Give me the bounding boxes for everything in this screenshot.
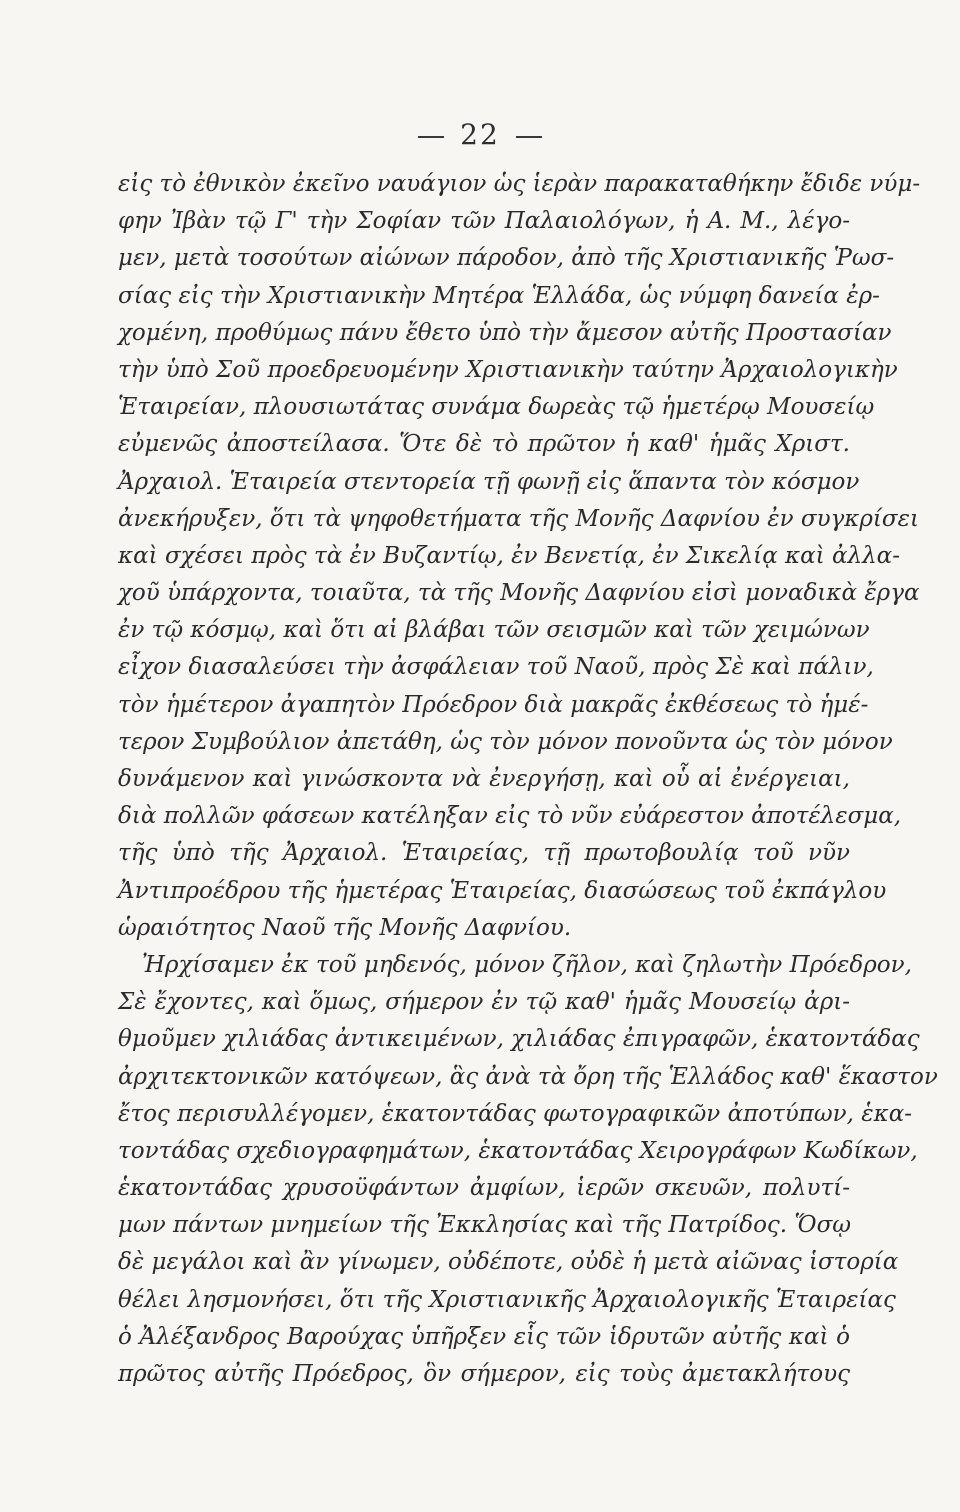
text-line: διὰ πολλῶν φάσεων κατέληξαν εἰς τὸ νῦν εὐάρεστον ἀποτέλεσμα, — [118, 803, 902, 830]
page-number-value: 22 — [460, 118, 500, 151]
text-line: Ἀρχαιολ. Ἑταιρεία στεντορεία τῇ φωνῇ εἰς ἅπαντα τὸν κόσμον — [118, 468, 860, 495]
text-line: εὐμενῶς ἀποστείλασα. Ὅτε δὲ τὸ πρῶτον ἡ καθ' ἡμᾶς Χριστ. — [118, 431, 850, 458]
page-number — [0, 118, 960, 151]
text-line: Σὲ ἔχοντες, καὶ ὅμως, σήμερον ἐν τῷ καθ' ἡμᾶς Μουσείῳ ἀρι- — [118, 989, 850, 1016]
text-line: μεν, μετὰ τοσούτων αἰώνων πάροδον, ἀπὸ τῆς Χριστιανικῆς Ῥωσ- — [118, 245, 895, 272]
dash-left — [418, 136, 444, 138]
text-line: μων πάντων μνημείων τῆς Ἐκκλησίας καὶ τῆς Πατρίδος. Ὅσῳ — [118, 1212, 852, 1239]
text-line: σίας εἰς τὴν Χριστιανικὴν Μητέρα Ἑλλάδα, ὡς νύμφη δανεία ἐρ- — [118, 282, 880, 309]
text-line: ἀνεκήρυξεν, ὅτι τὰ ψηφοθετήματα τῆς Μονῆς Δαφνίου ἐν συγκρίσει — [118, 505, 919, 532]
text-line: χοῦ ὑπάρχοντα, τοιαῦτα, τὰ τῆς Μονῆς Δαφνίου εἰσὶ μοναδικὰ ἔργα — [118, 580, 920, 607]
text-line: τερον Συμβούλιον ἀπετάθη, ὡς τὸν μόνον πονοῦντα ὡς τὸν μόνον — [118, 728, 893, 755]
text-line: Ἀντιπροέδρου τῆς ἡμετέρας Ἑταιρείας, διασώσεως τοῦ ἐκπάγλου — [118, 877, 887, 904]
text-line: Ἑταιρείαν, πλουσιωτάτας συνάμα δωρεὰς τῷ ἡμετέρῳ Μουσείῳ — [118, 394, 875, 421]
body-text — [118, 166, 938, 1393]
text-line: Ἠρχίσαμεν ἐκ τοῦ μηδενός, μόνον ζῆλον, καὶ ζηλωτὴν Πρόεδρον, — [142, 951, 912, 978]
text-line: δυνάμενον καὶ γινώσκοντα νὰ ἐνεργήσῃ, καὶ οὗ αἱ ἐνέργειαι, — [118, 766, 850, 792]
text-line: ἀρχιτεκτονικῶν κατόψεων, ἃς ἀνὰ τὰ ὄρη τῆς Ἑλλάδος καθ' ἕκαστον — [118, 1063, 938, 1090]
text-line: ὡραιότητος Ναοῦ τῆς Μονῆς Δαφνίου. — [118, 914, 572, 941]
text-line: δὲ μεγάλοι καὶ ἂν γίνωμεν, οὐδέποτε, οὐδὲ ἡ μετὰ αἰῶνας ἱστορία — [118, 1249, 899, 1276]
text-line: τῆς ὑπὸ τῆς Ἀρχαιολ. Ἑταιρείας, τῇ πρωτοβουλίᾳ τοῦ νῦν — [118, 840, 850, 867]
text-line: ἐν τῷ κόσμῳ, καὶ ὅτι αἱ βλάβαι τῶν σεισμῶν καὶ τῶν χειμώνων — [118, 617, 870, 644]
text-line: πρῶτος αὐτῆς Πρόεδρος, ὃν σήμερον, εἰς τοὺς ἀμετακλήτους — [118, 1361, 850, 1387]
text-line: εἶχον διασαλεύσει τὴν ἀσφάλειαν τοῦ Ναοῦ, πρὸς Σὲ καὶ πάλιν, — [118, 654, 874, 681]
dash-right — [516, 136, 542, 138]
text-line: χομένη, προθύμως πάνυ ἔθετο ὑπὸ τὴν ἄμεσον αὐτῆς Προστασίαν — [118, 319, 892, 346]
text-line: τὸν ἡμέτερον ἀγαπητὸν Πρόεδρον διὰ μακρᾶς ἐκθέσεως τὸ ἡμέ- — [118, 691, 869, 718]
text-line: καὶ σχέσει πρὸς τὰ ἐν Βυζαντίῳ, ἐν Βενετίᾳ, ἐν Σικελίᾳ καὶ ἀλλα- — [118, 542, 900, 569]
text-line: φην Ἰβὰν τῷ Γ' τὴν Σοφίαν τῶν Παλαιολόγων, ἡ Α. Μ., λέγο- — [118, 208, 850, 235]
text-line: τὴν ὑπὸ Σοῦ προεδρευομένην Χριστιανικὴν ταύτην Ἀρχαιολογικὴν — [118, 356, 898, 383]
text-line: ὁ Ἀλέξανδρος Βαρούχας ὑπῆρξεν εἷς τῶν ἱδρυτῶν αὐτῆς καὶ ὁ — [118, 1323, 850, 1350]
text-line: ἔτος περισυλλέγομεν, ἑκατοντάδας φωτογραφικῶν ἀποτύπων, ἑκα- — [118, 1100, 912, 1127]
text-line: θμοῦμεν χιλιάδας ἀντικειμένων, χιλιάδας ἐπιγραφῶν, ἑκατοντάδας — [118, 1026, 920, 1053]
text-line: ἑκατοντάδας χρυσοϋφάντων ἀμφίων, ἱερῶν σκευῶν, πολυτί- — [118, 1175, 850, 1202]
text-line: εἰς τὸ ἐθνικὸν ἐκεῖνο ναυάγιον ὡς ἱερὰν παρακαταθήκην ἔδιδε νύμ- — [118, 171, 921, 197]
text-line: τοντάδας σχεδιογραφημάτων, ἑκατοντάδας Χειρογράφων Κωδίκων, — [118, 1137, 918, 1164]
text-line: θέλει λησμονήσει, ὅτι τῆς Χριστιανικῆς Ἀρχαιολογικῆς Ἑταιρείας — [118, 1286, 896, 1313]
